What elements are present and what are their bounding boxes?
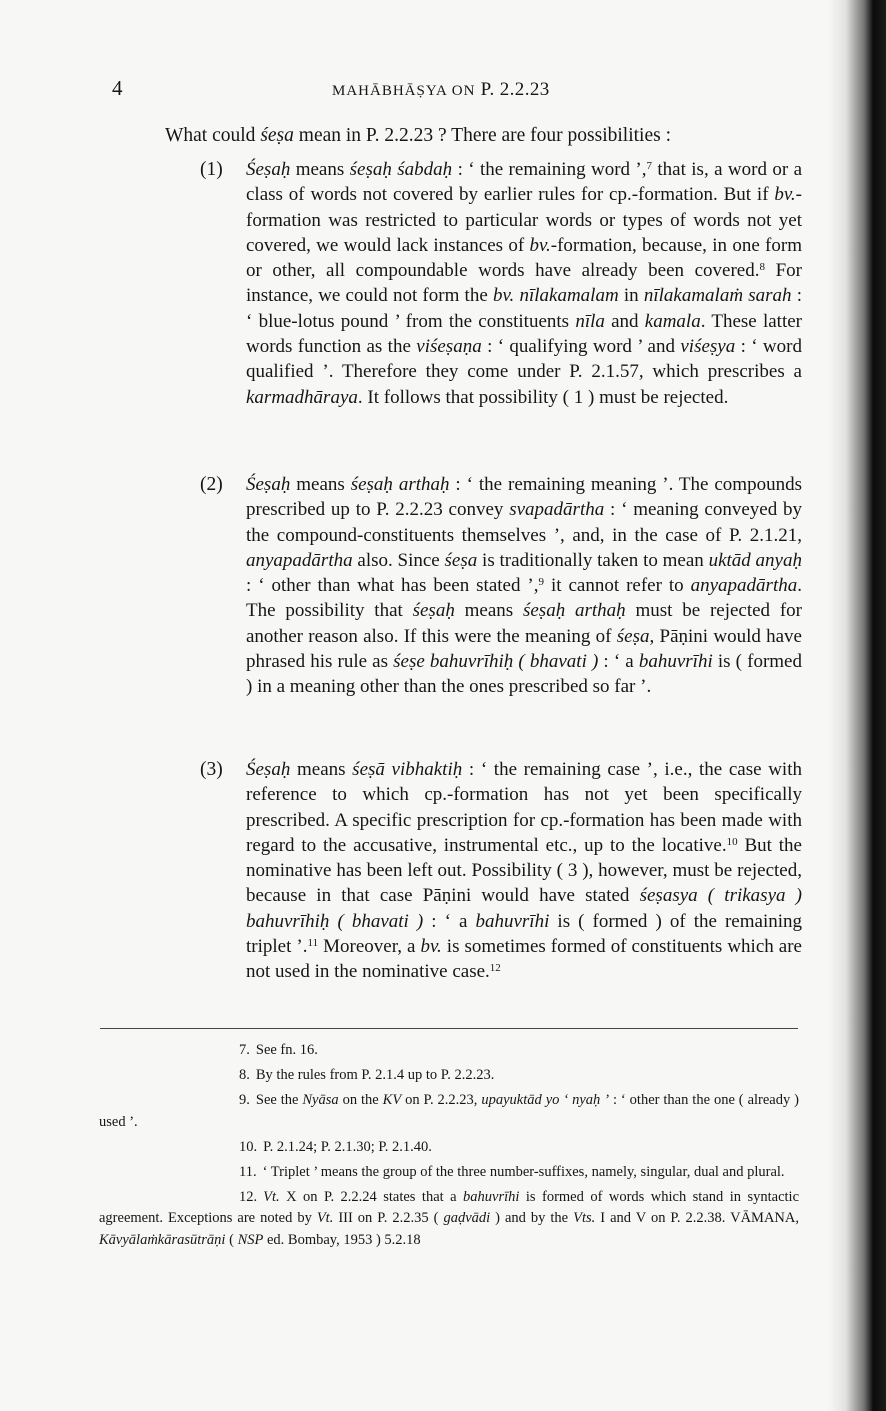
running-head-title: MAHĀBHĀṢYA ON <box>332 83 476 99</box>
footnote-text: ‘ Triplet ’ means the group of the three number-suffixes, namely, singular, dual and plural. <box>262 1163 785 1180</box>
footnote-number: 8. <box>239 1067 250 1083</box>
footnote-8 <box>99 1065 799 1087</box>
footnote-text: Vt. X on P. 2.2.24 states that a bahuvrīhi is formed of words which stand in syntactic agreement. Exceptions are noted by Vt. III on P. 2.2.35 ( gaḍvādi ) and by the Vts. I and V on P. 2.2.38. VĀMANA, Kāvyālaṁkārasūtrāṇi ( NSP ed. Bombay, 1953 ) 5.2.18 <box>99 1188 799 1248</box>
intro-term: śeṣa <box>260 125 294 146</box>
footnotes <box>99 1040 799 1255</box>
footnote-number: 7. <box>239 1042 250 1058</box>
page-number: 4 <box>112 76 123 100</box>
footnote-number: 10. <box>239 1138 258 1155</box>
footnote-12 <box>99 1187 799 1252</box>
possibility-2 <box>200 472 802 700</box>
footnote-7 <box>99 1040 799 1062</box>
footnote-number: 11. <box>239 1163 257 1180</box>
intro-text-after: mean in P. 2.2.23 ? There are four possibilities : <box>293 125 672 146</box>
footnote-number: 9. <box>239 1092 250 1108</box>
possibility-text: Śeṣaḥ means śeṣaḥ śabdaḥ : ‘ the remaining word ’,$^7$ that is, a word or a class of words not covered by earlier rules for cp.-formation. But if bv.-formation was restricted to particular words or types of words not yet covered, we would lack instances of bv.-formation, because, in one form or other, all compoundable words have already been covered.$^8$ For instance, we could not form the bv. nīlakamalam in nīlakamalaṁ sarah : ‘ blue-lotus pound ’ from the constituents nīla and kamala. These latter words function as the viśeṣaṇa : ‘ qualifying word ’ and viśeṣya : ‘ word qualified ’. Therefore they come under P. 2.1.57, which prescribes a karmadhāraya. It follows that possibility ( 1 ) must be rejected. <box>246 159 803 408</box>
possibility-3 <box>200 757 802 985</box>
possibility-number: (1) <box>200 159 223 180</box>
footnote-text: See the Nyāsa on the KV on P. 2.2.23, upayuktād yo ‘ nyaḥ ’ : ‘ other than the one ( already ) used ’. <box>99 1092 799 1130</box>
running-head <box>332 79 550 101</box>
possibility-1 <box>200 157 802 410</box>
footnote-9 <box>99 1090 799 1133</box>
footnote-text: By the rules from P. 2.1.4 up to P. 2.2.23. <box>255 1067 495 1083</box>
intro-text-before: What could <box>165 125 261 146</box>
intro-paragraph <box>165 123 805 149</box>
running-head-ref: P. 2.2.23 <box>480 79 550 100</box>
footnote-divider <box>100 1028 798 1029</box>
footnote-text: P. 2.1.24; P. 2.1.30; P. 2.1.40. <box>263 1138 432 1155</box>
possibility-number: (2) <box>200 474 223 495</box>
possibility-number: (3) <box>200 759 223 780</box>
footnote-number: 12. <box>239 1188 258 1205</box>
footnote-11 <box>99 1162 799 1184</box>
possibility-text: Śeṣaḥ means śeṣaḥ arthaḥ : ‘ the remaining meaning ’. The compounds prescribed up to P. 2.2.23 convey svapadārtha : ‘ meaning conveyed by the compound-constituents themselves ’, and, in the case of P. 2.1.21, anyapadārtha also. Since śeṣa is traditionally taken to mean uktād anyaḥ : ‘ other than what has been stated ’,$^9$ it cannot refer to anyapadārtha. The possibility that śeṣaḥ means śeṣaḥ arthaḥ must be rejected for another reason also. If this were the meaning of śeṣa, Pāṇini would have phrased his rule as śeṣe bahuvrīhiḥ ( bhavati ) : ‘ a bahuvrīhi is ( formed ) in a meaning other than the ones prescribed so far ’. <box>246 474 803 698</box>
footnote-10 <box>99 1137 799 1159</box>
scan-binding-shadow <box>828 0 886 1411</box>
footnote-text: See fn. 16. <box>255 1042 318 1058</box>
possibility-text: Śeṣaḥ means śeṣā vibhaktiḥ : ‘ the remaining case ’, i.e., the case with reference to which cp.-formation has not yet been specifically prescribed. A specific prescription for cp.-formation has been made with regard to the accusative, instrumental etc., up to the locative.$^{10}$ But the nominative has been left out. Possibility ( 3 ), however, must be rejected, because in that case Pāṇini would have stated śeṣasya ( trikasya ) bahuvrīhiḥ ( bhavati ) : ‘ a bahuvrīhi is ( formed ) of the remaining triplet ’.$^{11}$ Moreover, a bv. is sometimes formed of constituents which are not used in the nominative case.$^{12}$ <box>246 759 803 983</box>
